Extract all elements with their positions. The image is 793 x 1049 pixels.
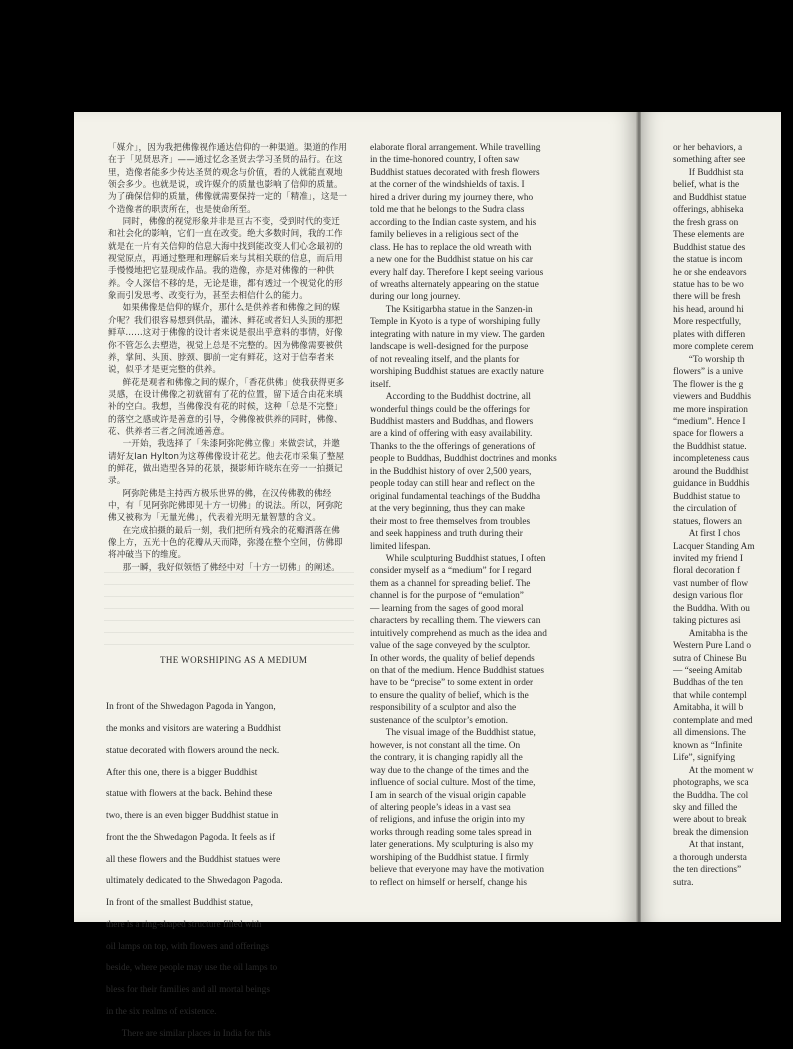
text-line: were about to break bbox=[673, 815, 747, 826]
text-line: invited my friend I bbox=[673, 553, 743, 564]
text-line: me more inspiration bbox=[673, 404, 748, 415]
text-line: their most to free themselves from troubles bbox=[370, 516, 531, 527]
text-line: ultimately dedicated to the Shwedagon Pagoda. bbox=[106, 876, 283, 887]
text-line: the fresh grass on bbox=[673, 217, 739, 228]
text-line: more complete cerem bbox=[673, 342, 754, 353]
text-line: people to Buddhas, Buddhist doctrines and monks bbox=[370, 454, 557, 465]
text-line: offerings, abhiseka bbox=[673, 205, 744, 216]
text-line: space for flowers a bbox=[673, 429, 744, 440]
chinese-paragraph: 那一瞬，我好似领悟了佛经中对「十方一切佛」的阐述。 bbox=[122, 562, 340, 573]
chinese-paragraph: 阿弥陀佛是主持西方极乐世界的佛，在汉传佛教的佛经中，有「见阿弥陀佛即见十方一切佛」的说法。所以，阿弥陀佛又被称为「无量光佛」，代表着光明无量智慧的含义。 bbox=[108, 488, 343, 524]
text-line: there will be fresh bbox=[673, 292, 741, 303]
text-line: known as “Infinite bbox=[673, 740, 743, 751]
text-line: At the moment w bbox=[688, 765, 754, 776]
text-line: vast number of flow bbox=[673, 578, 749, 589]
text-line: people today can still hear and reflect on the bbox=[370, 479, 535, 490]
text-line: limited lifespan. bbox=[370, 541, 431, 552]
text-line: there is a ring-shaped structure filled with bbox=[106, 919, 262, 930]
text-line: at the corner of the windshields of taxis. I bbox=[370, 180, 525, 191]
text-line: integrating with nature in my view. The garden bbox=[370, 329, 545, 340]
text-line: wonderful things could be the offerings for bbox=[370, 404, 530, 415]
text-line: characters by recalling them. The viewers can bbox=[370, 616, 541, 627]
text-line: — learning from the sages of good moral bbox=[370, 603, 524, 614]
text-line: in the time-honored country, I often saw bbox=[370, 155, 520, 166]
text-line: While sculpturing Buddhist statues, I often bbox=[385, 553, 546, 564]
text-line: Thanks to the the offerings of generations of bbox=[370, 441, 536, 452]
text-line: worshiping of the Buddhist statue. I firmly bbox=[370, 852, 529, 863]
text-line: Life”, signifying bbox=[673, 753, 735, 764]
text-line: all dimensions. The bbox=[673, 728, 746, 739]
text-line: After this one, there is a bigger Buddhist bbox=[106, 767, 258, 778]
text-line: hired a driver during my journey there, who bbox=[370, 192, 534, 203]
text-line: In front of the Shwedagon Pagoda in Yangon, bbox=[106, 702, 276, 713]
text-line: Temple in Kyoto is a type of worshiping fully bbox=[370, 317, 541, 328]
text-line: or her behaviors, a bbox=[673, 143, 743, 153]
text-line: works through reading some tales spread in bbox=[370, 827, 532, 838]
text-line: At first I chos bbox=[688, 529, 741, 540]
text-line: channel is for the purpose of “emulation” bbox=[370, 591, 524, 602]
text-line: a thorough understa bbox=[673, 852, 747, 863]
text-line: sutra of Chinese Bu bbox=[673, 653, 747, 664]
english-middle-column bbox=[370, 142, 602, 889]
chinese-paragraph: 一开始，我选择了「朱漆阿弥陀佛立像」来做尝试，并邀请好友Ian Hylton为这尊佛像设计花艺。他去花市采集了整屋的鲜花，做出造型各异的花景，摄影师许晓东在旁一一拍摄记录。 bbox=[108, 439, 345, 487]
text-line: Western Pure Land o bbox=[673, 641, 751, 652]
text-line: influence of social culture. Most of the time, bbox=[370, 778, 536, 789]
text-line: front the the Shwedagon Pagoda. It feels as if bbox=[106, 832, 276, 843]
text-line: are a kind of offering with easy availability. bbox=[370, 429, 533, 440]
text-line: something after see bbox=[673, 155, 746, 166]
text-line: way due to the change of the times and the bbox=[370, 765, 529, 776]
text-line: taking pictures asi bbox=[673, 616, 741, 627]
text-line: elaborate floral arrangement. While travelling bbox=[370, 143, 541, 153]
text-line: sky and filled the bbox=[673, 803, 738, 814]
text-line: every half day. Therefore I kept seeing various bbox=[370, 267, 544, 278]
text-line: in the six realms of existence. bbox=[106, 1006, 217, 1017]
text-line: Buddhas of the ten bbox=[673, 678, 743, 689]
text-line: and Buddhist statue bbox=[673, 192, 747, 203]
text-line: oil lamps on top, with flowers and offerings bbox=[106, 941, 270, 952]
text-line: to reflect on himself or herself, change his bbox=[370, 877, 527, 888]
text-line: during our long journey. bbox=[370, 292, 461, 303]
text-line: value of the sage conveyed by the sculptor. bbox=[370, 641, 531, 652]
text-line: he or she endeavors bbox=[673, 267, 747, 278]
chinese-paragraph: 如果佛像是信仰的媒介，那什么是供养者和佛像之间的媒介呢？我们很容易想到供品，灌沐、鲜花或者妇人头顶的那把鲜草……这对于佛像的设计者来说是很出乎意料的事情，好像你不管怎么去塑造，视觉上总是不完整的。因为佛像需要被供养，掌间、头顶、脖颈、脚前一定有鲜花，这对于信奉者来说，似乎才是更完整的供养。 bbox=[108, 303, 343, 376]
text-line: landscape is well-designed for the purpose bbox=[370, 342, 529, 353]
text-line: viewers and Buddhis bbox=[673, 392, 751, 403]
text-line: the statue is incom bbox=[673, 255, 743, 266]
text-line: the Buddha. With ou bbox=[673, 603, 750, 614]
text-line: told me that he belongs to the Sudra class bbox=[370, 205, 525, 216]
text-line: consider myself as a “medium” for I regard bbox=[370, 566, 532, 577]
text-line: on that of the medium. Hence Buddhist statues bbox=[370, 666, 545, 677]
text-line: The flower is the g bbox=[673, 379, 744, 390]
text-line: Amitabha, it will b bbox=[673, 703, 744, 714]
text-line: two, there is an even bigger Buddhist statue in bbox=[106, 811, 279, 822]
text-line: believe that everyone may have the motivation bbox=[370, 865, 544, 876]
text-line: Buddhist statue des bbox=[673, 242, 746, 253]
text-line: statue has to be wo bbox=[673, 279, 744, 290]
text-line: At that instant, bbox=[688, 840, 744, 851]
text-line: bless for their families and all mortal beings bbox=[106, 985, 270, 996]
text-line: break the dimension bbox=[673, 827, 749, 838]
text-line: in the Buddhist history of over 2,500 years, bbox=[370, 466, 532, 477]
text-line: to ensure the quality of belief, which is the bbox=[370, 690, 529, 701]
text-line: belief, what is the bbox=[673, 180, 740, 191]
text-line: a new one for the Buddhist statue on his car bbox=[370, 255, 533, 266]
text-line: According to the Buddhist doctrine, all bbox=[385, 392, 531, 403]
text-line: beside, where people may use the oil lamps to bbox=[106, 963, 278, 974]
text-line: that while contempl bbox=[673, 690, 747, 701]
text-line: Lacquer Standing Am bbox=[673, 541, 755, 552]
bleed-through-texture bbox=[104, 572, 354, 652]
text-line: The Ksitigarbha statue in the Sanzen-in bbox=[385, 304, 533, 315]
text-line: at the very beginning, thus they can make bbox=[370, 504, 525, 515]
section-heading: THE WORSHIPING AS A MEDIUM bbox=[160, 655, 308, 665]
text-line: the Buddhist statue. bbox=[673, 441, 747, 452]
text-line: If Buddhist sta bbox=[688, 167, 744, 178]
text-line: the circulation of bbox=[673, 504, 737, 515]
chinese-text-column bbox=[108, 142, 348, 574]
text-line: There are similar places in India for this bbox=[121, 1028, 271, 1039]
text-line: them as a channel for spreading belief. The bbox=[370, 578, 531, 589]
text-line: all these flowers and the Buddhist statues were bbox=[106, 854, 281, 865]
text-line: family believes in a religious sect of the bbox=[370, 230, 519, 241]
text-line: the ten directions” bbox=[673, 865, 742, 876]
text-line: the monks and visitors are watering a Buddhist bbox=[106, 724, 281, 735]
chinese-paragraph: 鲜花是观者和佛像之间的媒介，「香花供佛」使我获得更多灵感，在设计佛像之初就留有了花的位置，留下适合由花来填补的空白。我想，当佛像没有花的时候，这种「总是不完整」的落空之感或许是善意的引导，令佛像被供养的同时，佛像、花、供养者三者之间流通善意。 bbox=[108, 377, 345, 437]
text-line: around the Buddhist bbox=[673, 466, 749, 477]
text-line: Buddhist masters and Buddhas, and flowers bbox=[370, 416, 534, 427]
text-line: itself. bbox=[370, 379, 391, 390]
text-line: “To worship th bbox=[688, 354, 745, 365]
text-line: of not revealing itself, and the plants for bbox=[370, 354, 520, 365]
chinese-paragraph: 同时，佛像的视觉形象并非是亘古不变，受到时代的变迁和社会化的影响，它们一直在改变。绝大多数时间，我的工作就是在一片有关信仰的信息大海中找到能改变人们心念最初的视觉原点，再通过整理和理解后来与其相关联的信息，而后用手慢慢地把它显现成作品。我的造像，亦是对佛像的一种供养。令人深信不移的是，无论是谁，都有透过一个视觉化的形象而引发思考、改变行为，甚至去相信什么的能力。 bbox=[108, 217, 343, 302]
text-line: his head, around hi bbox=[673, 304, 744, 315]
text-line: “medium”. Hence I bbox=[673, 416, 746, 427]
text-line: class. He has to replace the old wreath with bbox=[370, 242, 532, 253]
text-line: I am in search of the visual origin capable bbox=[370, 790, 526, 801]
text-line: photographs, we sca bbox=[673, 778, 749, 789]
text-line: of wreaths alternately appearing on the statue bbox=[370, 279, 539, 290]
text-line: design various flor bbox=[673, 591, 743, 602]
text-line: original fundamental teachings of the Buddha bbox=[370, 491, 541, 502]
right-page bbox=[641, 112, 781, 922]
text-line: the Buddha. The col bbox=[673, 790, 749, 801]
chinese-paragraph: 「媒介」，因为我把佛像视作通达信仰的一种渠道。渠道的作用在于「见贤思齐」——通过忆念圣贤去学习圣贤的品行。在这里，造像者能多少传达圣贤的观念与价值，看的人就能直观地领会多少。也就是说，或许媒介的质量也影响了信仰的质量。为了确保信仰的质量，佛像就需要保持一定的「精准」，这是一个造像者的职责所在，也是使命所至。 bbox=[108, 143, 348, 215]
english-intro-column bbox=[106, 692, 346, 1049]
text-line: and seek happiness and truth during their bbox=[370, 529, 523, 540]
text-line: sutra. bbox=[673, 877, 694, 888]
text-line: flowers” is a unive bbox=[673, 367, 743, 378]
text-line: In front of the smallest Buddhist statue, bbox=[106, 898, 253, 909]
text-line: The visual image of the Buddhist statue, bbox=[385, 728, 536, 739]
text-line: These elements are bbox=[673, 230, 745, 241]
text-line: plates with differen bbox=[673, 329, 746, 340]
text-line: guidance in Buddhis bbox=[673, 479, 750, 490]
text-line: of religions, and infuse the origin into my bbox=[370, 815, 525, 826]
text-line: statue with flowers at the back. Behind these bbox=[106, 789, 273, 800]
text-line: incompleteness caus bbox=[673, 454, 750, 465]
text-line: responsibility of a sculptor and also the bbox=[370, 703, 517, 714]
text-line: Buddhist statue to bbox=[673, 491, 741, 502]
text-line: floral decoration f bbox=[673, 566, 741, 577]
text-line: Buddhist statues decorated with fresh flowers bbox=[370, 167, 540, 178]
chinese-paragraph: 在完成拍摄的最后一刻，我们把所有残余的花瓣洒落在佛像上方，五光十色的花瓣从天而降，弥漫在整个空间，仿佛即将冲破当下的维度。 bbox=[108, 525, 343, 561]
text-line: sustenance of the sculptor’s emotion. bbox=[370, 715, 508, 726]
text-line: Amitabha is the bbox=[688, 628, 748, 639]
text-line: contemplate and med bbox=[673, 715, 753, 726]
text-line: later generations. My sculpturing is also my bbox=[370, 840, 534, 851]
text-line: More respectfully, bbox=[673, 317, 742, 328]
text-line: intuitively comprehend as much as the idea and bbox=[370, 628, 547, 639]
text-line: worshiping Buddhist statues are exactly nature bbox=[370, 367, 544, 378]
text-line: according to the Indian caste system, and his bbox=[370, 217, 537, 228]
text-line: In other words, the quality of belief depends bbox=[370, 653, 535, 664]
english-right-column bbox=[673, 142, 793, 889]
text-line: of altering people’s ideas in a vast sea bbox=[370, 803, 511, 814]
text-line: — “seeing Amitab bbox=[673, 666, 743, 677]
text-line: the contrary, it is changing rapidly all the bbox=[370, 753, 523, 764]
text-line: have to be “precise” to some extent in order bbox=[370, 678, 534, 689]
text-line: however, is not constant all the time. On bbox=[370, 740, 521, 751]
text-line: statues, flowers an bbox=[673, 516, 742, 527]
text-line: statue decorated with flowers around the neck. bbox=[106, 745, 280, 756]
left-page bbox=[74, 112, 638, 1039]
